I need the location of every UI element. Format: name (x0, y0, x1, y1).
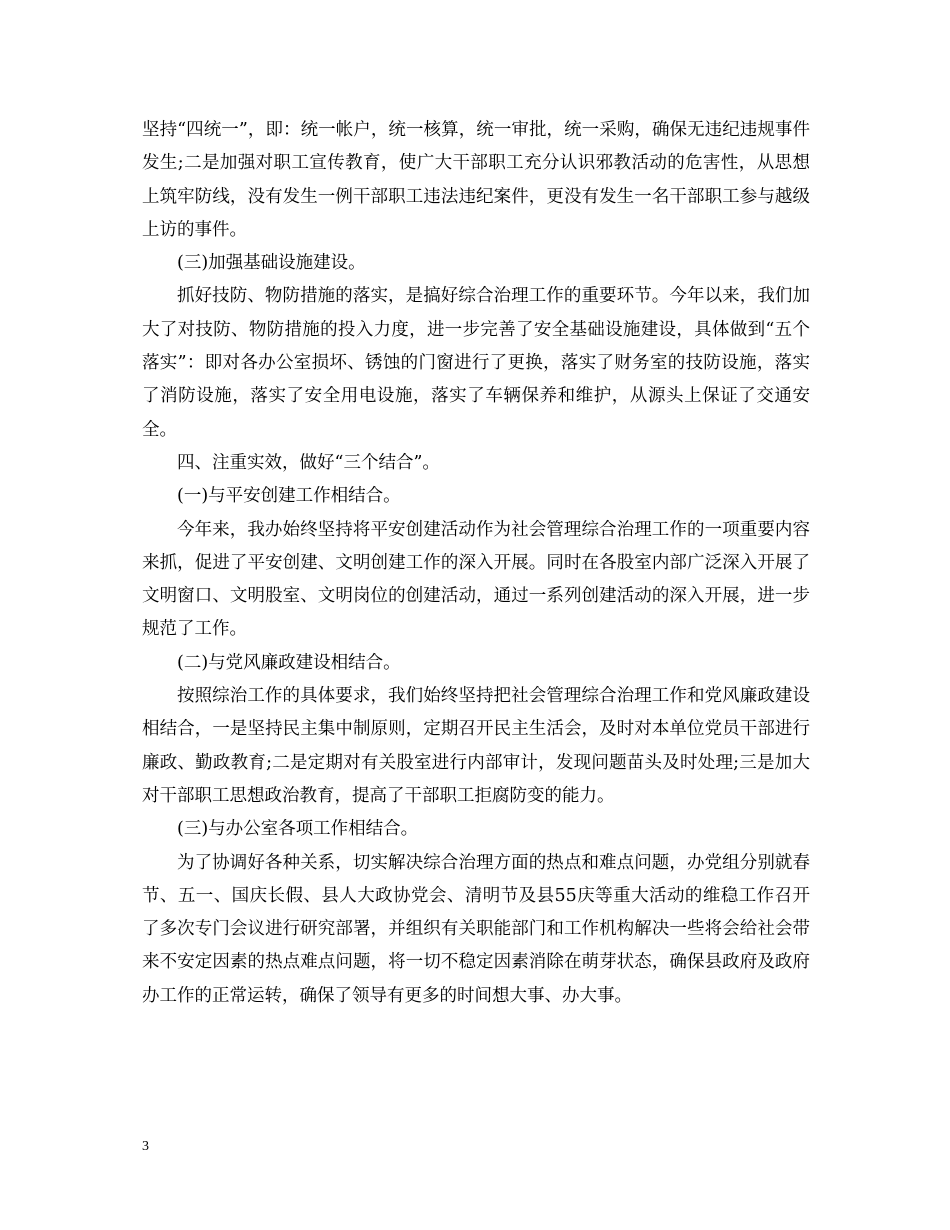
page-number: 3 (142, 1139, 149, 1154)
paragraph-8: 按照综治工作的具体要求，我们始终坚持把社会管理综合治理工作和党风廉政建设相结合，一是坚持民主集中制原则，定期召开民主生活会，及时对本单位党员干部进行廉政、勤政教育;二是定期对有关股室进行内部审计，发现问题苗头及时处理;三是加大对干部职工思想政治教育，提高了干部职工拒腐防变的能力。 (142, 686, 810, 806)
paragraph-1: 坚持“四统一”，即：统一帐户，统一核算，统一审批，统一采购，确保无违纪违规事件发生;二是加强对职工宣传教育，使广大干部职工充分认识邪教活动的危害性，从思想上筑牢防线，没有发生一例干部职工违法违纪案件，更没有发生一名干部职工参与越级上访的事件。 (142, 120, 810, 240)
subsection-heading-office: (三)与办公室各项工作相结合。 (177, 819, 419, 840)
paragraph-10: 为了协调好各种关系，切实解决综合治理方面的热点和难点问题，办党组分别就春节、五一、国庆长假、县人大政协党会、清明节及县55庆等重大活动的维稳工作召开了多次专门会议进行研究部署，并组织有关职能部门和工作机构解决一些将会给社会带来不安定因素的热点难点问题，将一切不稳定因素消除在萌芽状态，确保县政府及政府办工作的正常运转，确保了领导有更多的时间想大事、办大事。 (142, 852, 810, 1006)
document-body (142, 114, 810, 1013)
paragraph-3: 抓好技防、物防措施的落实，是搞好综合治理工作的重要环节。今年以来，我们加大了对技防、物防措施的投入力度，进一步完善了安全基础设施建设，具体做到“五个落实”：即对各办公室损坏、锈蚀的门窗进行了更换，落实了财务室的技防设施，落实了消防设施，落实了安全用电设施，落实了车辆保养和维护，从源头上保证了交通安全。 (142, 286, 810, 440)
subsection-heading-safety: (一)与平安创建工作相结合。 (177, 486, 401, 507)
section-heading-infrastructure: (三)加强基础设施建设。 (177, 253, 366, 274)
section-heading-three-combinations: 四、注重实效，做好“三个结合”。 (177, 452, 440, 473)
paragraph-6: 今年来，我办始终坚持将平安创建活动作为社会管理综合治理工作的一项重要内容来抓，促进了平安创建、文明创建工作的深入开展。同时在各股室内部广泛深入开展了文明窗口、文明股室、文明岗位的创建活动，通过一系列创建活动的深入开展，进一步规范了工作。 (142, 519, 810, 640)
subsection-heading-integrity: (二)与党风廉政建设相结合。 (177, 652, 401, 673)
